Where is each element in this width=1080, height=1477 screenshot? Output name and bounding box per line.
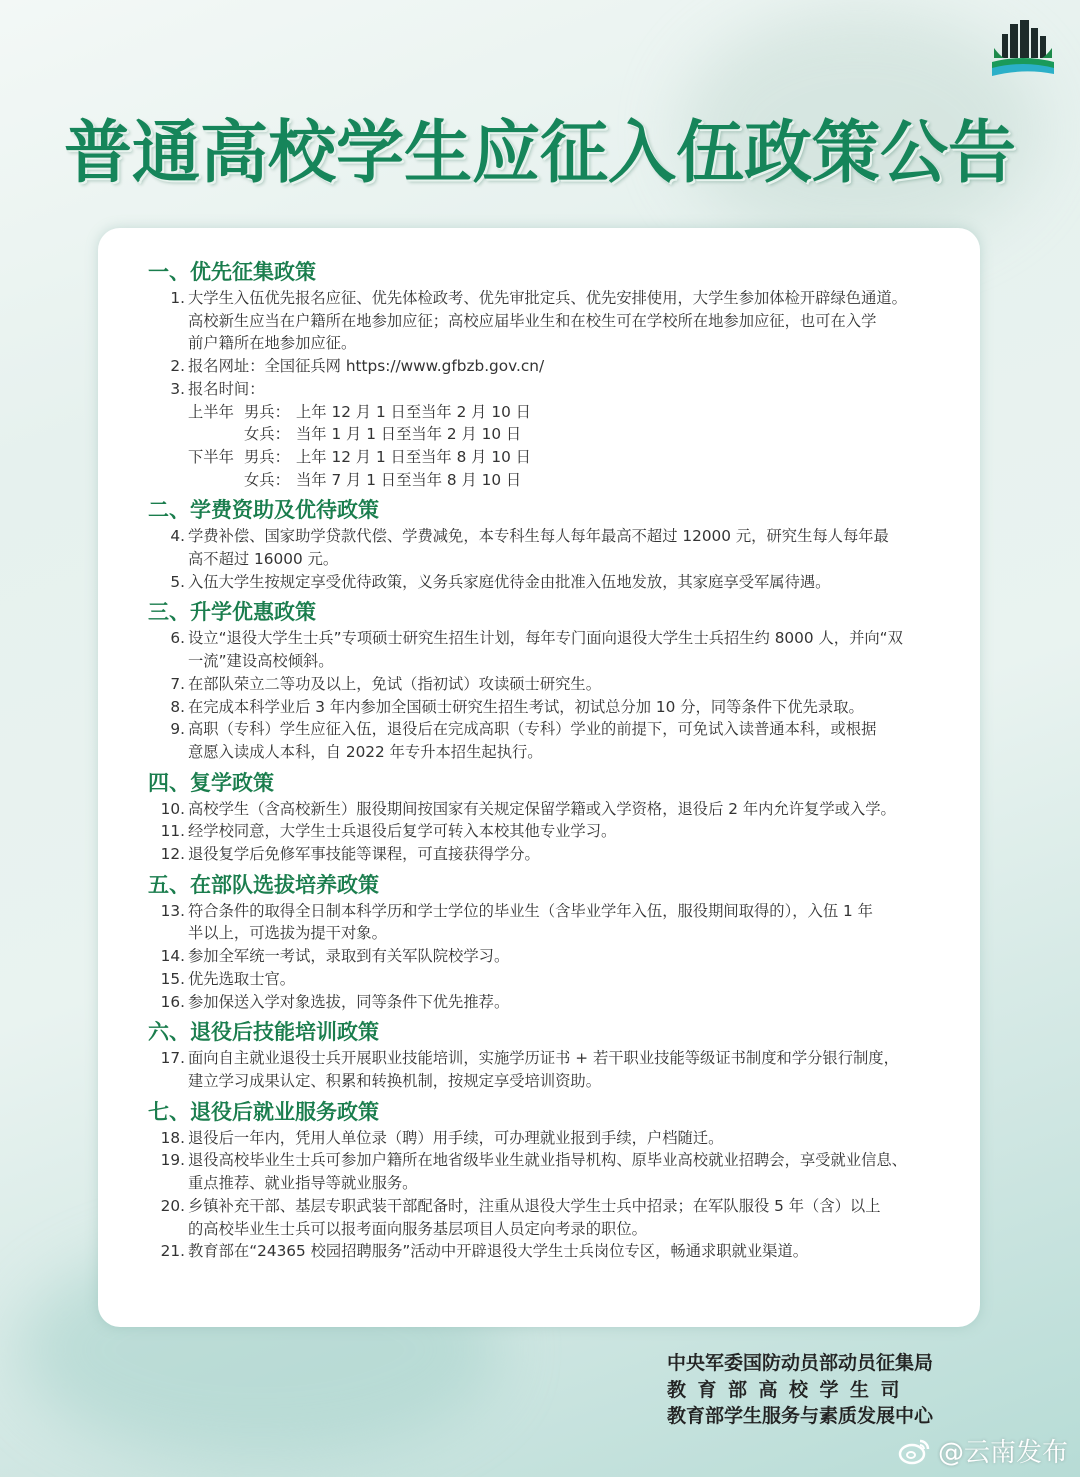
text-line: 退役后一年内，凭用人单位录（聘）用手续，可办理就业报到手续，户档随迁。 xyxy=(188,1128,724,1147)
text-line: 高职（专科）学生应征入伍，退役后在完成高职（专科）学业的前提下，可免试入读普通本科，或根据 xyxy=(188,720,877,739)
policy-item xyxy=(148,820,948,843)
policy-item xyxy=(148,1127,948,1150)
item-text xyxy=(188,1240,948,1263)
item-number: 1. xyxy=(170,289,185,307)
item-text xyxy=(188,1149,948,1194)
text-line: 优先选取士官。 xyxy=(188,969,296,988)
watermark-text: @云南发布 xyxy=(937,1438,1068,1468)
text-line: 乡镇补充干部、基层专职武装干部配备时，注重从退役大学生士兵中招录；在军队服役 5 年（含）以上 xyxy=(188,1196,881,1215)
item-number: 15. xyxy=(160,969,185,988)
policy-item xyxy=(148,696,948,719)
text-line: 符合条件的取得全日制本科学历和学士学位的毕业生（含毕业学年入伍，服役期间取得的），入伍 1 年 xyxy=(188,901,873,920)
policy-item xyxy=(148,718,948,763)
item-number: 8. xyxy=(170,697,185,716)
item-number: 2. xyxy=(170,357,185,376)
policy-section xyxy=(148,257,948,491)
item-text xyxy=(188,696,948,719)
item-text xyxy=(188,627,948,672)
policy-section xyxy=(148,1097,948,1263)
item-number: 7. xyxy=(170,674,185,693)
logo-icon xyxy=(990,18,1056,80)
item-text xyxy=(188,968,948,991)
policy-item xyxy=(148,571,948,594)
policy-item xyxy=(148,1195,948,1240)
schedule-half: 上半年 xyxy=(188,402,234,421)
policy-content xyxy=(148,253,948,1263)
item-text xyxy=(188,843,948,866)
item-text xyxy=(188,571,948,594)
item-text xyxy=(188,673,948,696)
policy-section xyxy=(148,597,948,763)
item-text xyxy=(188,1047,948,1092)
item-text xyxy=(188,525,948,570)
registration-schedule xyxy=(188,401,948,492)
schedule-dates: 上年 12 月 1 日至当年 8 月 10 日 xyxy=(296,447,531,466)
text-line: 报名时间： xyxy=(188,379,265,398)
policy-section xyxy=(148,870,948,1014)
issuer-list xyxy=(667,1350,997,1430)
section-heading: 六、退役后技能培训政策 xyxy=(148,1020,379,1045)
policy-item xyxy=(148,1240,948,1263)
item-number: 10. xyxy=(160,799,185,818)
item-number: 6. xyxy=(170,629,185,648)
text-line: 一流”建设高校倾斜。 xyxy=(188,652,334,671)
text-line: 半以上，可选拔为提干对象。 xyxy=(188,924,387,943)
policy-item xyxy=(148,287,948,355)
schedule-dates: 当年 1 月 1 日至当年 2 月 10 日 xyxy=(296,425,522,444)
item-text xyxy=(188,287,948,355)
section-heading: 一、优先征集政策 xyxy=(148,260,316,284)
item-number: 21. xyxy=(160,1242,185,1261)
text-line: 重点推荐、就业指导等就业服务。 xyxy=(188,1174,418,1193)
item-number: 12. xyxy=(160,845,185,864)
policy-item xyxy=(148,843,948,866)
policy-item xyxy=(148,355,948,378)
text-line: 参加保送入学对象选拔，同等条件下优先推荐。 xyxy=(188,992,510,1011)
policy-item xyxy=(148,525,948,570)
item-number: 3. xyxy=(170,379,185,398)
item-text xyxy=(188,378,948,492)
item-number: 18. xyxy=(160,1128,185,1147)
policy-item xyxy=(148,1047,948,1092)
item-text xyxy=(188,991,948,1014)
issuer-name: 教育部学生服务与素质发展中心 xyxy=(667,1405,934,1427)
item-number: 13. xyxy=(160,901,185,920)
policy-item xyxy=(148,627,948,672)
policy-item xyxy=(148,991,948,1014)
text-line: 参加全军统一考试，录取到有关军队院校学习。 xyxy=(188,947,510,966)
policy-item xyxy=(148,798,948,821)
item-text xyxy=(188,718,948,763)
policy-section xyxy=(148,1017,948,1092)
policy-item xyxy=(148,968,948,991)
text-line: 前户籍所在地参加应征。 xyxy=(188,334,357,353)
schedule-gender: 女兵： xyxy=(244,470,290,489)
text-line: 入伍大学生按规定享受优待政策，义务兵家庭优待金由批准入伍地发放，其家庭享受军属待遇。 xyxy=(188,572,831,591)
item-text xyxy=(188,355,948,378)
weibo-watermark xyxy=(898,1432,1068,1469)
item-number: 16. xyxy=(160,992,185,1011)
item-number: 14. xyxy=(160,947,185,966)
text-line: 教育部在“24365 校园招聘服务”活动中开辟退役大学生士兵岗位专区，畅通求职就业渠道。 xyxy=(188,1242,809,1261)
policy-section xyxy=(148,495,948,593)
text-line: 建立学习成果认定、积累和转换机制，按规定享受培训资助。 xyxy=(188,1071,602,1090)
schedule-half: 下半年 xyxy=(188,447,234,466)
item-number: 17. xyxy=(160,1049,185,1068)
item-number: 4. xyxy=(170,527,185,546)
section-heading: 三、升学优惠政策 xyxy=(148,600,316,625)
item-text xyxy=(188,1127,948,1150)
text-line: 设立“退役大学生士兵”专项硕士研究生招生计划，每年专门面向退役大学生士兵招生约 8000 人，并向“双 xyxy=(188,629,903,648)
item-number: 5. xyxy=(170,572,185,591)
policy-item xyxy=(148,378,948,492)
policy-item xyxy=(148,945,948,968)
text-line: 面向自主就业退役士兵开展职业技能培训，实施学历证书 + 若干职业技能等级证书制度和学分银行制度， xyxy=(188,1049,899,1068)
schedule-gender: 男兵： xyxy=(244,447,290,466)
text-line: 高校新生应当在户籍所在地参加应征；高校应届毕业生和在校生可在学校所在地参加应征，也可在入学 xyxy=(188,311,877,330)
text-line: 退役复学后免修军事技能等课程，可直接获得学分。 xyxy=(188,845,540,864)
section-heading: 二、学费资助及优待政策 xyxy=(148,498,379,523)
section-heading: 五、在部队选拔培养政策 xyxy=(148,872,379,897)
schedule-half xyxy=(188,469,244,492)
text-line: 学费补偿、国家助学贷款代偿、学费减免，本专科生每人每年最高不超过 12000 元，研究生每人每年最 xyxy=(188,527,889,546)
section-heading: 七、退役后就业服务政策 xyxy=(148,1099,379,1124)
page-title: 普通高校学生应征入伍政策公告 xyxy=(63,114,1016,193)
policy-section xyxy=(148,768,948,866)
policy-item xyxy=(148,900,948,945)
schedule-dates: 当年 7 月 1 日至当年 8 月 10 日 xyxy=(296,470,522,489)
text-line: 大学生入伍优先报名应征、优先体检政考、优先审批定兵、优先安排使用，大学生参加体检开辟绿色通道。 xyxy=(188,289,907,307)
item-text xyxy=(188,1195,948,1240)
section-heading: 四、复学政策 xyxy=(148,770,274,795)
item-number: 19. xyxy=(160,1151,185,1170)
text-line: 经学校同意，大学生士兵退役后复学可转入本校其他专业学习。 xyxy=(188,822,617,841)
item-number: 9. xyxy=(170,720,185,739)
item-text xyxy=(188,945,948,968)
schedule-half xyxy=(188,423,244,446)
policy-item xyxy=(148,1149,948,1194)
weibo-icon xyxy=(898,1437,932,1465)
schedule-gender: 男兵： xyxy=(244,402,290,421)
item-text xyxy=(188,798,948,821)
text-line: 退役高校毕业生士兵可参加户籍所在地省级毕业生就业指导机构、原毕业高校就业招聘会，享受就业信息、 xyxy=(188,1151,907,1170)
issuer-name: 教育部高校学生司 xyxy=(667,1378,912,1401)
schedule-dates: 上年 12 月 1 日至当年 2 月 10 日 xyxy=(296,402,531,421)
item-text xyxy=(188,820,948,843)
text-line: 意愿入读成人本科，自 2022 年专升本招生起执行。 xyxy=(188,742,543,761)
text-line: 在部队荣立二等功及以上，免试（指初试）攻读硕士研究生。 xyxy=(188,674,602,693)
schedule-gender: 女兵： xyxy=(244,425,290,444)
text-line: 的高校毕业生士兵可以报考面向服务基层项目人员定向考录的职位。 xyxy=(188,1219,647,1238)
text-line: 高不超过 16000 元。 xyxy=(188,550,339,569)
policy-item xyxy=(148,673,948,696)
item-number: 20. xyxy=(160,1196,185,1215)
item-text xyxy=(188,900,948,945)
item-number: 11. xyxy=(160,822,185,841)
text-line: 报名网址：全国征兵网 https://www.gfbzb.gov.cn/ xyxy=(188,357,545,376)
text-line: 高校学生（含高校新生）服役期间按国家有关规定保留学籍或入学资格，退役后 2 年内允许复学或入学。 xyxy=(188,799,896,818)
issuer-name: 中央军委国防动员部动员征集局 xyxy=(667,1352,934,1374)
text-line: 在完成本科学业后 3 年内参加全国硕士研究生招生考试，初试总分加 10 分，同等条件下优先录取。 xyxy=(188,697,864,716)
